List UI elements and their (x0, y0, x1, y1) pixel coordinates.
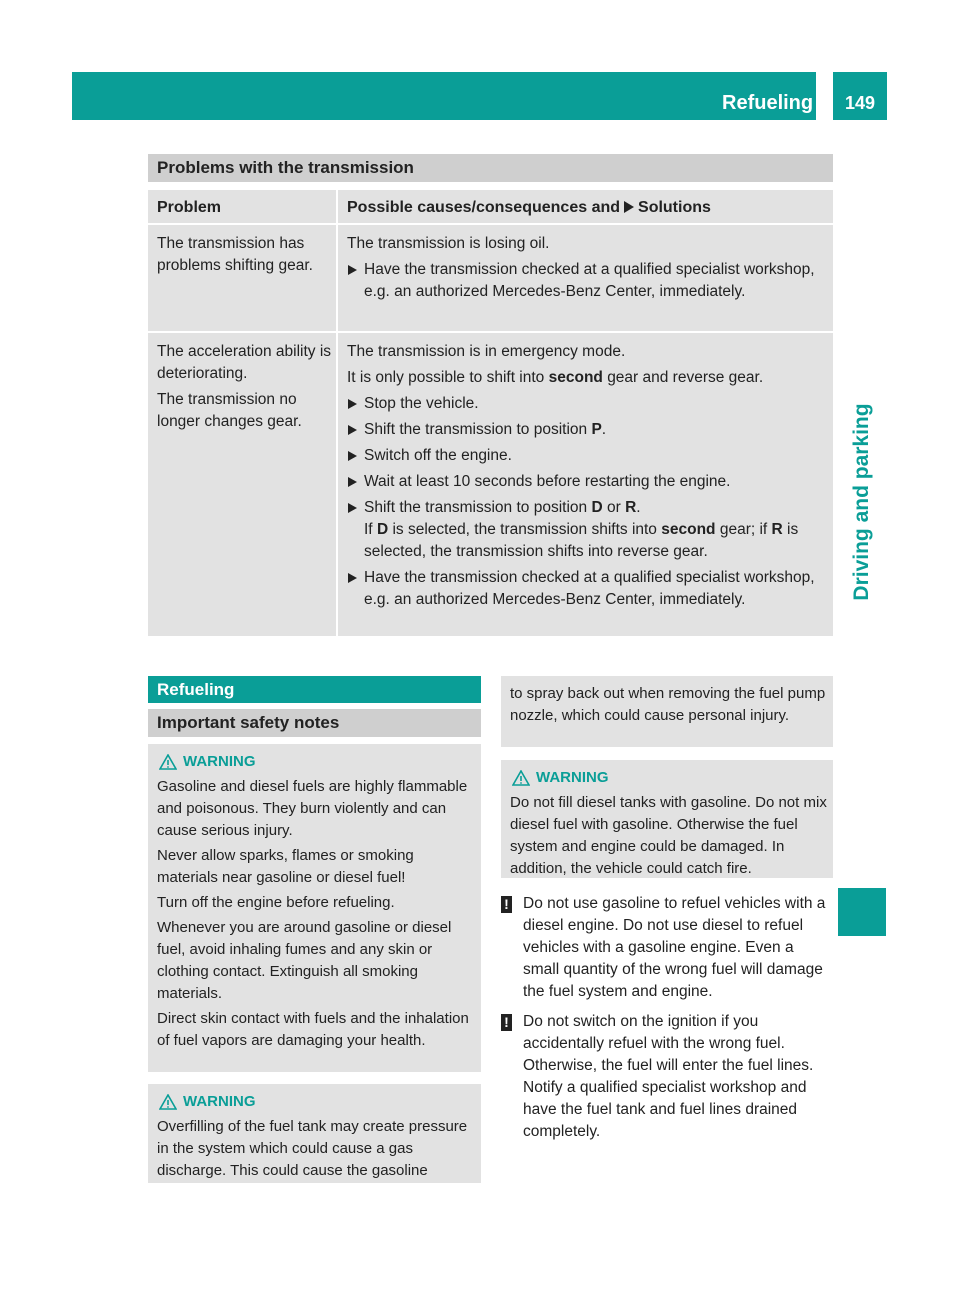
warning-triangle-icon (159, 754, 177, 770)
table-row-1-solution: The transmission is losing oil. Have the transmission checked at a qualified specialist workshop, e.g. an authorized Mercedes-Benz Center, immediately. (338, 225, 833, 331)
solution-step: Have the transmission checked at a qualified specialist workshop, e.g. an authorized Mercedes-Benz Center, immediately. (347, 259, 829, 303)
warning-box-2-continued: to spray back out when removing the fuel pump nozzle, which could cause personal injury. (501, 676, 833, 747)
warning-box-3: WARNING Do not fill diesel tanks with gasoline. Do not mix diesel fuel with gasoline. Otherwise the fuel system and engine could be damaged. In addition, the vehicle could catch fire. (501, 760, 833, 878)
table-row-2-problem: The acceleration ability is deteriorating. The transmission no longer changes gear. (148, 333, 336, 636)
solution-step: Switch off the engine. (347, 445, 829, 467)
warning-heading: WARNING (157, 751, 475, 773)
exclamation-icon: ! (501, 1014, 512, 1031)
page-number: 149 (844, 93, 876, 113)
chapter-tab (838, 122, 886, 882)
warning-triangle-icon (159, 1094, 177, 1110)
header-section-title: Refueling (722, 92, 814, 114)
note-2: ! Do not switch on the ignition if you accidentally refuel with the wrong fuel. Otherwise, the fuel will enter the fuel lines. Notify a qualified specialist workshop and have the fuel tank and fuel lines drained completely. (501, 1011, 834, 1143)
solution-step: Wait at least 10 seconds before restarting the engine. (347, 471, 829, 493)
warning-triangle-icon (512, 770, 530, 786)
header-bar (72, 72, 816, 120)
subsection-heading: Important safety notes (148, 709, 481, 737)
chapter-title: Driving and parking (850, 403, 873, 601)
solution-step: Shift the transmission to position D or R. If D is selected, the transmission shifts into second gear; if R is selected, the transmission shifts into reverse gear. (347, 497, 829, 563)
table-title: Problems with the transmission (148, 154, 833, 182)
warning-box-1: WARNING Gasoline and diesel fuels are highly flammable and poisonous. They burn violently and can cause serious injury. Never allow sparks, flames or smoking materials near gasoline or diesel fuel! Turn off the engine before refueling. Whenever you are around gasoline or diesel fuel, avoid inhaling fumes and any skin or clothing contact. Extinguish all smoking materials. Direct skin contact with fuels and the inhalation of fuel vapors are damaging your health. (148, 744, 481, 1072)
chapter-marker (838, 888, 886, 936)
solution-step: Shift the transmission to position P. (347, 419, 829, 441)
table-row-1-problem: The transmission has problems shifting gear. (148, 225, 336, 331)
table-row-2-solution: The transmission is in emergency mode. It is only possible to shift into second gear and reverse gear. Stop the vehicle. Shift the transmission to position P. Switch off the engine. Wait at least 10 seconds before restarting the engine. Shift the transmission to position D or R. If D is selected, the transmission shifts into second gear; if R is selected, the transmission shifts into reverse gear. Have the transmission checked at a qualified specialist workshop, e.g. an authorized Mercedes-Benz Center, immediately. (338, 333, 833, 636)
section-heading: Refueling (148, 676, 481, 703)
column-header-problem: Problem (148, 190, 336, 223)
solution-step: Stop the vehicle. (347, 393, 829, 415)
warning-heading: WARNING (510, 767, 827, 789)
warning-box-2: WARNING Overfilling of the fuel tank may create pressure in the system which could cause a gas discharge. This could cause the gasoline (148, 1084, 481, 1183)
note-1: ! Do not use gasoline to refuel vehicles with a diesel engine. Do not use diesel to refuel vehicles with a gasoline engine. Even a small quantity of the wrong fuel will damage the fuel system and engine. (501, 893, 834, 1003)
solution-step: Have the transmission checked at a qualified specialist workshop, e.g. an authorized Mercedes-Benz Center, immediately. (347, 567, 829, 611)
exclamation-icon: ! (501, 896, 512, 913)
warning-heading: WARNING (157, 1091, 475, 1113)
column-header-solutions: Possible causes/consequences and Solutions (338, 190, 833, 223)
arrow-right-icon (624, 201, 634, 213)
